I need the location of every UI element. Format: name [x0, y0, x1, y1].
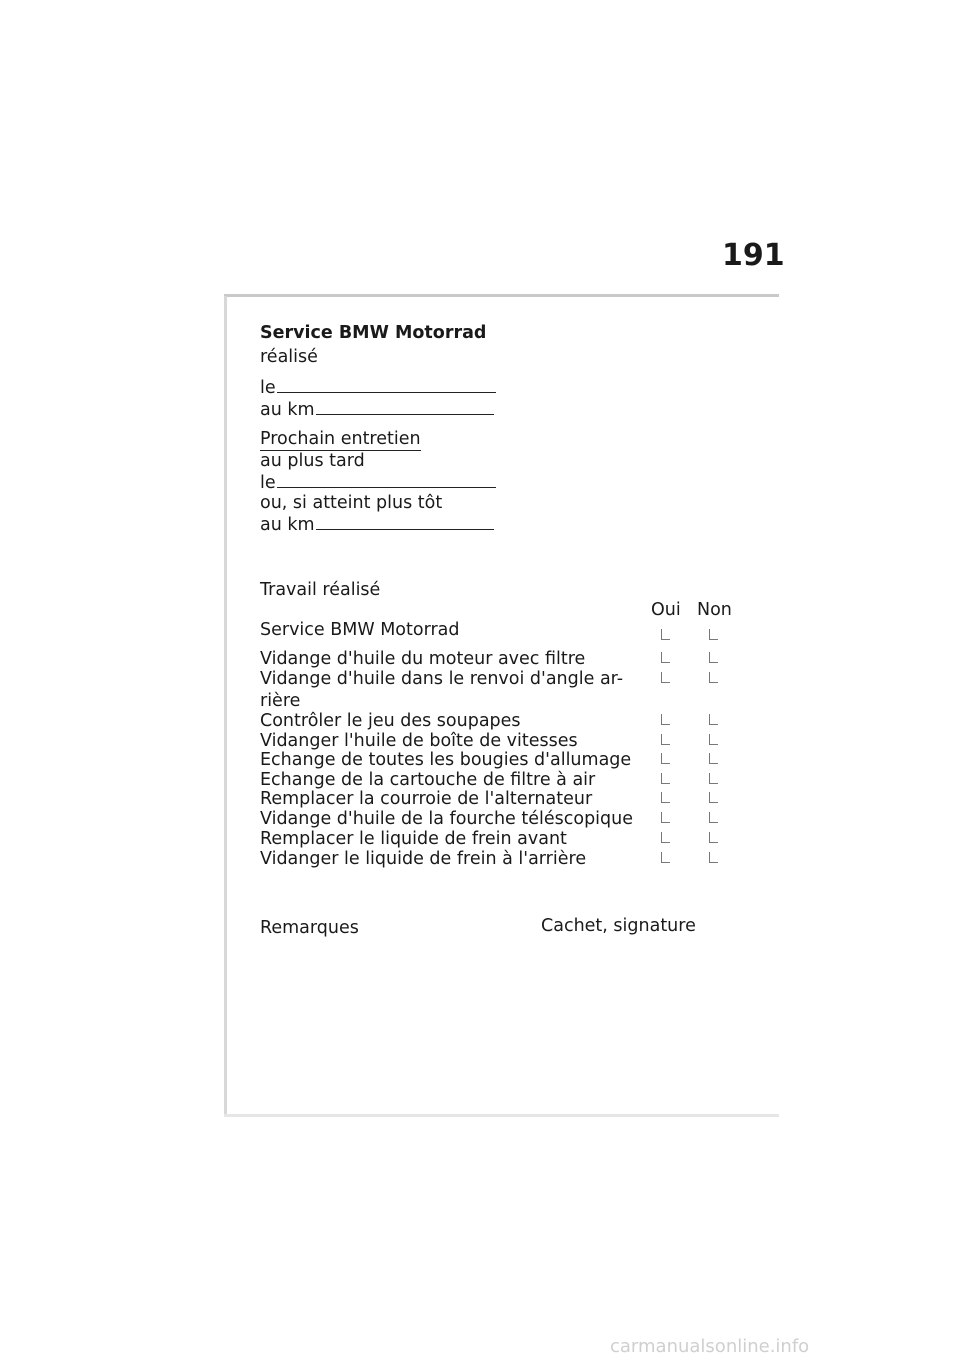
performed-date-label: le [260, 378, 276, 398]
no-checkbox[interactable] [709, 652, 718, 663]
no-checkbox[interactable] [709, 812, 718, 823]
work-item: Remplacer le liquide de frein avant [260, 829, 567, 849]
next-service-latest: au plus tard [260, 451, 365, 471]
work-item: Contrôler le jeu des soupapes [260, 711, 521, 731]
next-service-date-row [260, 472, 496, 494]
yes-checkbox[interactable] [661, 852, 670, 863]
yes-checkbox[interactable] [661, 672, 670, 683]
next-service-km-row [260, 514, 494, 536]
performed-date-row [260, 377, 496, 399]
performed-km-row [260, 399, 494, 421]
no-checkbox[interactable] [709, 832, 718, 843]
form-title: Service BMW Motorrad [260, 323, 487, 343]
col-no-header: Non [697, 600, 732, 620]
remarks-label: Remarques [260, 918, 359, 938]
work-heading: Travail réalisé [260, 580, 381, 600]
no-checkbox[interactable] [709, 734, 718, 745]
yes-checkbox[interactable] [661, 714, 670, 725]
yes-checkbox[interactable] [661, 832, 670, 843]
performed-km-field[interactable] [316, 399, 494, 415]
work-item: Vidange d'huile de la fourche téléscopique [260, 809, 634, 829]
col-yes-header: Oui [651, 600, 681, 620]
no-checkbox[interactable] [709, 714, 718, 725]
no-checkbox[interactable] [709, 852, 718, 863]
work-item: Remplacer la courroie de l'alternateur [260, 789, 593, 809]
next-service-km-field[interactable] [316, 514, 494, 530]
work-item: Service BMW Motorrad [260, 620, 460, 640]
no-checkbox[interactable] [709, 672, 718, 683]
left-border [224, 296, 227, 1116]
form-subtitle: réalisé [260, 347, 318, 367]
top-divider [224, 294, 779, 297]
next-service-km-label: au km [260, 515, 315, 535]
yes-checkbox[interactable] [661, 629, 670, 640]
performed-date-field[interactable] [277, 377, 496, 393]
work-item: rière [260, 691, 301, 711]
watermark-text: carmanualsonline.info [610, 1336, 810, 1357]
performed-km-label: au km [260, 400, 315, 420]
yes-checkbox[interactable] [661, 734, 670, 745]
next-service-date-field[interactable] [277, 472, 496, 488]
next-service-or: ou, si atteint plus tôt [260, 493, 443, 513]
work-item: Vidanger l'huile de boîte de vitesses [260, 731, 578, 751]
work-item: Vidanger le liquide de frein à l'arrière [260, 849, 587, 869]
bottom-divider [224, 1114, 779, 1117]
yes-checkbox[interactable] [661, 812, 670, 823]
no-checkbox[interactable] [709, 773, 718, 784]
work-item: Echange de la cartouche de filtre à air [260, 770, 596, 790]
work-item: Vidange d'huile dans le renvoi d'angle ar- [260, 669, 624, 689]
yes-checkbox[interactable] [661, 773, 670, 784]
yes-checkbox[interactable] [661, 753, 670, 764]
next-service-heading: Prochain entretien [260, 429, 421, 449]
page-number: 191 [722, 238, 785, 273]
no-checkbox[interactable] [709, 792, 718, 803]
no-checkbox[interactable] [709, 629, 718, 640]
stamp-signature-label: Cachet, signature [541, 916, 696, 936]
next-service-date-label: le [260, 473, 276, 493]
yes-checkbox[interactable] [661, 792, 670, 803]
yes-checkbox[interactable] [661, 652, 670, 663]
no-checkbox[interactable] [709, 753, 718, 764]
work-item: Vidange d'huile du moteur avec filtre [260, 649, 586, 669]
work-item: Echange de toutes les bougies d'allumage [260, 750, 632, 770]
next-service-heading-row [260, 429, 421, 450]
